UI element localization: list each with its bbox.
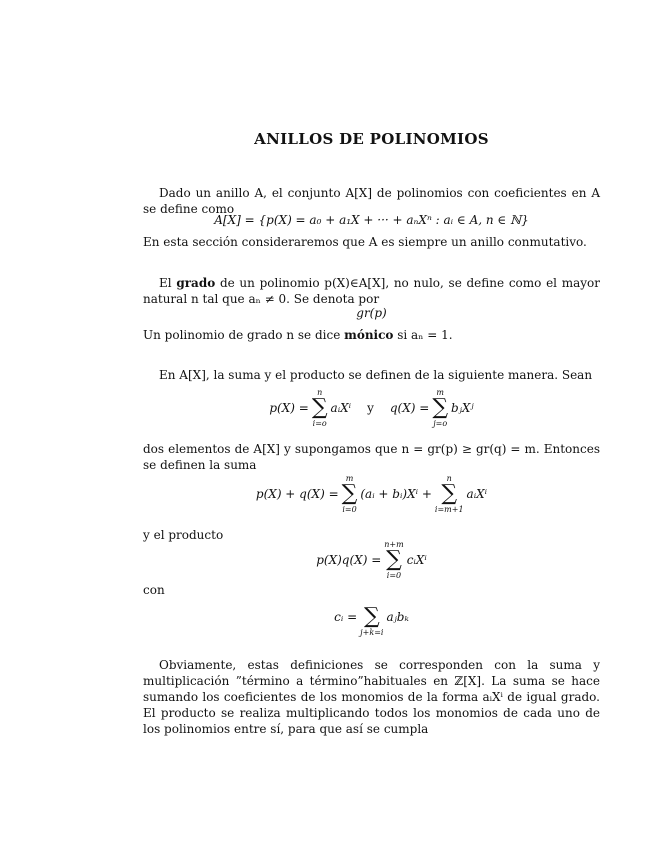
formula-product [143, 540, 600, 580]
sum-upper-limit: n+m [384, 540, 404, 549]
degree-term: grado [176, 276, 216, 290]
sum-symbol: m ∑ i=0 [341, 474, 358, 514]
label-con: con [143, 583, 165, 597]
p-term: aᵢXⁱ [330, 401, 352, 415]
sum-symbol: n ∑ i=m+1 [434, 474, 464, 514]
sum-lower-limit: i=m+1 [434, 505, 464, 514]
paragraph-commutative: En esta sección consideraremos que A es siempre un anillo conmutativo. [143, 235, 587, 249]
product-term: cᵢXⁱ [406, 553, 427, 567]
formula-polynomials [143, 388, 600, 428]
coefficient-lhs: cᵢ = [334, 610, 358, 624]
product-lhs: p(X)q(X) = [316, 553, 382, 567]
sum-upper-limit: m [345, 474, 354, 483]
label-product: y el producto [143, 528, 224, 542]
p-lhs: p(X) = [269, 401, 309, 415]
degree-text: de un polinomio p(X)∈A[X], no nulo, se define como el mayor natural n tal que aₙ ≠ 0. Se denota por [143, 276, 600, 306]
paragraph-explanation: Obviamente, estas definiciones se corresponden con la suma y multiplicación ”término a término”habituales en ℤ[X]. La suma se hace sumando los coeficientes de los monomios de la forma aᵢXⁱ de igual grado. El producto se realiza multiplicando todos los monomios de cada uno de los polinomios entre sí, para que así se cumpla [143, 658, 600, 736]
monic-text-b: si aₙ = 1. [397, 328, 453, 342]
paragraph-sum-definition: dos elementos de A[X] y supongamos que n = gr(p) ≥ gr(q) = m. Entonces se definen la suma [143, 442, 600, 472]
degree-intro: El [159, 276, 172, 290]
sum-upper-limit: m [436, 388, 444, 397]
q-lhs: q(X) = [389, 401, 430, 415]
formula-sum [143, 474, 600, 514]
monic-term: mónico [344, 328, 394, 342]
sum-lower-limit: i=0 [386, 571, 402, 580]
sum-lower-limit: j=o [433, 419, 448, 428]
paragraph-operations: En A[X], la suma y el producto se definen de la siguiente manera. Sean [159, 368, 593, 382]
sum-symbol: ∑ j+k=i [360, 604, 384, 637]
sum-upper-limit: n [317, 388, 323, 397]
sum-lower-limit: j+k=i [360, 628, 384, 637]
sum-symbol: n+m ∑ i=0 [384, 540, 404, 580]
sum-upper-limit: n [446, 474, 452, 483]
paragraph-degree [143, 275, 600, 307]
conjunction-y: y [367, 401, 374, 415]
formula-ring-definition: A[X] = {p(X) = a₀ + a₁X + ··· + aₙXⁿ : aᵢ ∈ A, n ∈ ℕ} [214, 213, 529, 227]
paragraph-definition: Dado un anillo A, el conjunto A[X] de polinomios con coeficientes en A se define como [143, 186, 600, 216]
page-title: ANILLOS DE POLINOMIOS [254, 130, 489, 148]
formula-degree: gr(p) [356, 306, 387, 320]
coefficient-term: aⱼbₖ [386, 610, 409, 624]
formula-coefficient [143, 597, 600, 637]
sum-lower-limit: i=o [312, 419, 327, 428]
sum-lhs: p(X) + q(X) = [255, 487, 339, 501]
monic-text-a: Un polinomio de grado n se dice [143, 328, 341, 342]
sum-lower-limit: i=0 [342, 505, 357, 514]
paragraph-monic [143, 327, 600, 343]
sum-symbol: m ∑ j=o [432, 388, 449, 428]
q-term: bⱼXʲ [451, 401, 474, 415]
sum-term-2: aᵢXⁱ [466, 487, 488, 501]
sum-term-1: (aᵢ + bᵢ)Xⁱ + [360, 487, 432, 501]
sum-symbol: n ∑ i=o [311, 388, 328, 428]
